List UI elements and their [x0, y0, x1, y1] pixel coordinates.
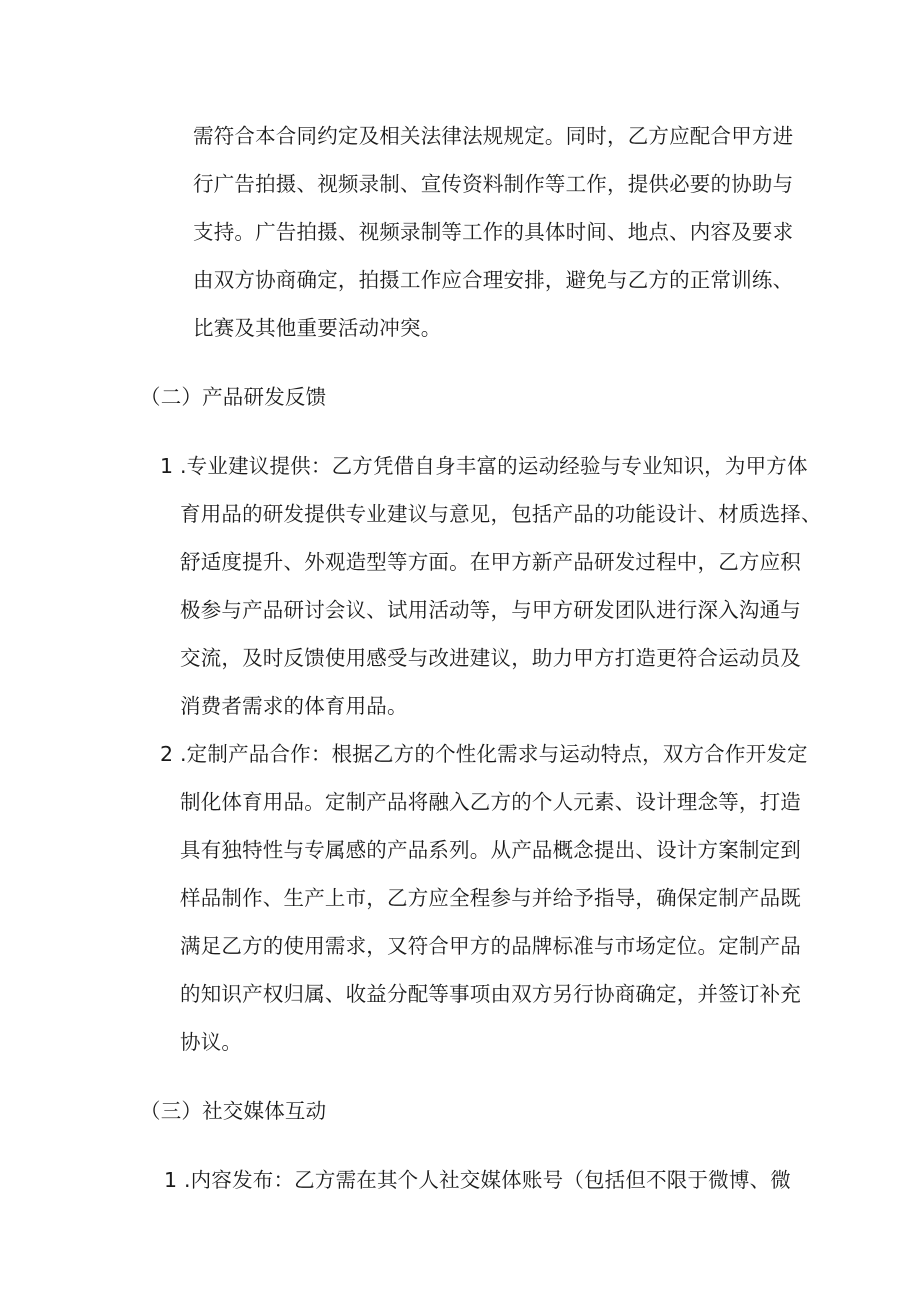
list-item-text: .内容发布：乙方需在其个人社交媒体账号（包括但不限于微博、微: [183, 1168, 791, 1192]
list-item-number: 2: [160, 742, 174, 766]
paragraph-line: 需符合本合同约定及相关法律法规规定。同时，乙方应配合甲方进: [193, 124, 794, 148]
list-item-number: 1: [164, 1168, 178, 1192]
list-item-line: 消费者需求的体育用品。: [180, 694, 408, 718]
paragraph-line: 支持。广告拍摄、视频录制等工作的具体时间、地点、内容及要求: [193, 220, 794, 244]
list-item-first-line: [160, 452, 808, 480]
section-heading: （三）社交媒体互动: [140, 1099, 327, 1123]
section-heading: （二）产品研发反馈: [140, 385, 327, 409]
paragraph-line: 比赛及其他重要活动冲突。: [193, 316, 442, 340]
list-item-first-line: [164, 1166, 791, 1194]
list-item-line: 制化体育用品。定制产品将融入乙方的个人元素、设计理念等，打造: [180, 790, 801, 814]
list-item-text: .专业建议提供：乙方凭借自身丰富的运动经验与专业知识，为甲方体: [179, 454, 808, 478]
paragraph-line: 行广告拍摄、视频录制、宣传资料制作等工作，提供必要的协助与: [193, 172, 794, 196]
paragraph-line: 由双方协商确定，拍摄工作应合理安排，避免与乙方的正常训练、: [193, 268, 794, 292]
list-item-line: 样品制作、生产上市，乙方应全程参与并给予指导，确保定制产品既: [180, 886, 801, 910]
list-item-first-line: [160, 740, 808, 768]
list-item-line: 具有独特性与专属感的产品系列。从产品概念提出、设计方案制定到: [180, 838, 801, 862]
list-item-line: 舒适度提升、外观造型等方面。在甲方新产品研发过程中，乙方应积: [180, 550, 801, 574]
list-item-number: 1: [160, 454, 174, 478]
list-item-line: 协议。: [180, 1030, 243, 1054]
list-item-line: 育用品的研发提供专业建议与意见，包括产品的功能设计、材质选择、: [180, 502, 822, 526]
list-item-line: 交流，及时反馈使用感受与改进建议，助力甲方打造更符合运动员及: [180, 646, 801, 670]
list-item-line: 极参与产品研讨会议、试用活动等，与甲方研发团队进行深入沟通与: [180, 598, 801, 622]
list-item-line: 满足乙方的使用需求，又符合甲方的品牌标准与市场定位。定制产品: [180, 934, 801, 958]
list-item-line: 的知识产权归属、收益分配等事项由双方另行协商确定，并签订补充: [180, 982, 801, 1006]
list-item-text: .定制产品合作：根据乙方的个性化需求与运动特点，双方合作开发定: [179, 742, 808, 766]
